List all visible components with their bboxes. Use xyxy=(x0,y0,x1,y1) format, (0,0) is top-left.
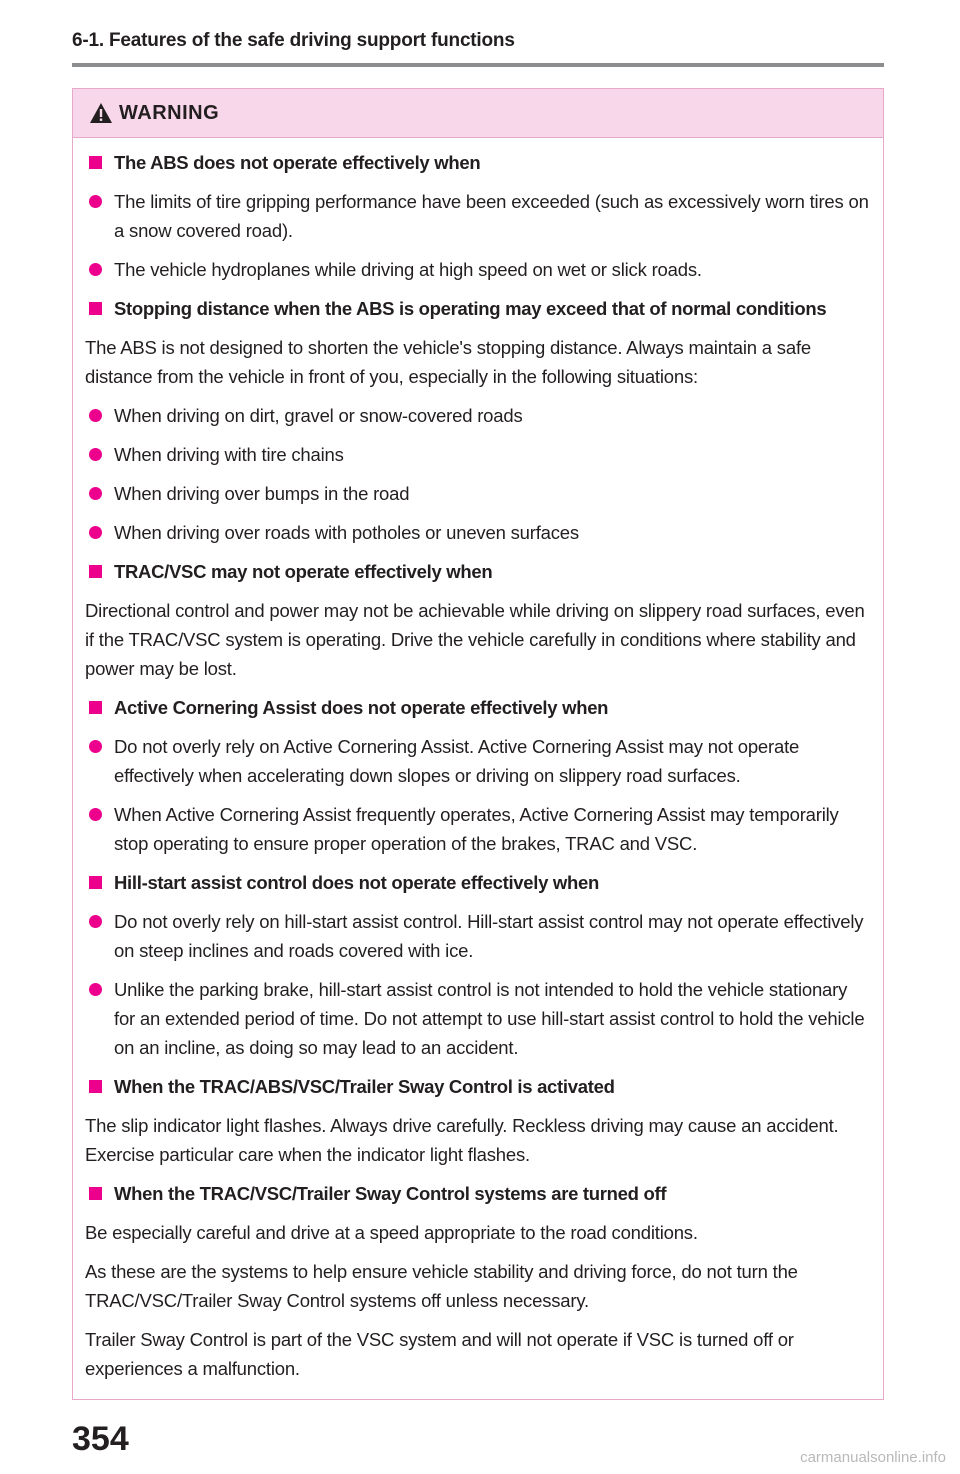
warning-subheading xyxy=(85,868,869,897)
page-number: 354 xyxy=(72,1420,129,1458)
subheading-text: TRAC/VSC may not operate effectively when xyxy=(114,561,493,582)
bullet-item xyxy=(85,401,869,430)
bullet-text: When driving over roads with potholes or uneven surfaces xyxy=(114,522,579,543)
bullet-item xyxy=(85,518,869,547)
square-bullet-icon xyxy=(89,302,102,315)
square-bullet-icon xyxy=(89,701,102,714)
warning-title: WARNING xyxy=(119,101,220,124)
bullet-item xyxy=(85,732,869,790)
subheading-text: Active Cornering Assist does not operate effectively when xyxy=(114,697,609,718)
bullet-item xyxy=(85,255,869,284)
section-title: 6-1. Features of the safe driving support functions xyxy=(72,30,515,51)
paragraph: The slip indicator light flashes. Always drive carefully. Reckless driving may cause an accident. Exercise particular care when the indicator light flashes. xyxy=(85,1115,839,1165)
subheading-text: When the TRAC/ABS/VSC/Trailer Sway Control is activated xyxy=(114,1076,615,1097)
square-bullet-icon xyxy=(89,1187,102,1200)
header-divider xyxy=(72,63,884,67)
circle-bullet-icon xyxy=(89,409,102,422)
circle-bullet-icon xyxy=(89,263,102,276)
circle-bullet-icon xyxy=(89,195,102,208)
bullet-item xyxy=(85,800,869,858)
square-bullet-icon xyxy=(89,156,102,169)
circle-bullet-icon xyxy=(89,915,102,928)
bullet-item xyxy=(85,907,869,965)
circle-bullet-icon xyxy=(89,983,102,996)
bullet-text: Do not overly rely on Active Cornering Assist. Active Cornering Assist may not operate effectively when accelerating down slopes or driving on slippery road surfaces. xyxy=(114,736,800,786)
square-bullet-icon xyxy=(89,1080,102,1093)
paragraph: As these are the systems to help ensure vehicle stability and driving force, do not turn the TRAC/VSC/Trailer Sway Control systems off unless necessary. xyxy=(85,1261,798,1311)
warning-subheading xyxy=(85,1179,869,1208)
square-bullet-icon xyxy=(89,565,102,578)
paragraph: Be especially careful and drive at a speed appropriate to the road conditions. xyxy=(85,1222,698,1243)
watermark: carmanualsonline.info xyxy=(800,1449,946,1466)
bullet-text: When driving with tire chains xyxy=(114,444,344,465)
subheading-text: When the TRAC/VSC/Trailer Sway Control systems are turned off xyxy=(114,1183,667,1204)
warning-subheading xyxy=(85,148,869,177)
warning-subheading xyxy=(85,557,869,586)
bullet-text: When driving over bumps in the road xyxy=(114,483,410,504)
paragraph: Directional control and power may not be achievable while driving on slippery road surfaces, even if the TRAC/VSC system is operating. Drive the vehicle carefully in conditions where stability and power may be lost. xyxy=(85,600,865,679)
bullet-item xyxy=(85,440,869,469)
warning-header xyxy=(73,89,883,138)
bullet-text: The vehicle hydroplanes while driving at high speed on wet or slick roads. xyxy=(114,259,702,280)
bullet-item xyxy=(85,975,869,1062)
bullet-text: The limits of tire gripping performance have been exceeded (such as excessively worn tires on a snow covered road). xyxy=(114,191,869,241)
bullet-item xyxy=(85,187,869,245)
bullet-text: When Active Cornering Assist frequently operates, Active Cornering Assist may temporarily stop operating to ensure proper operation of the brakes, TRAC and VSC. xyxy=(114,804,839,854)
warning-subheading xyxy=(85,693,869,722)
paragraph: The ABS is not designed to shorten the vehicle's stopping distance. Always maintain a safe distance from the vehicle in front of you, especially in the following situations: xyxy=(85,337,811,387)
warning-content xyxy=(73,138,883,1383)
warning-subheading xyxy=(85,294,869,323)
subheading-text: The ABS does not operate effectively when xyxy=(114,152,481,173)
warning-box xyxy=(72,88,884,1400)
subheading-text: Hill-start assist control does not operate effectively when xyxy=(114,872,600,893)
paragraph: Trailer Sway Control is part of the VSC system and will not operate if VSC is turned off or experiences a malfunction. xyxy=(85,1329,794,1379)
bullet-text: When driving on dirt, gravel or snow-covered roads xyxy=(114,405,523,426)
subheading-text: Stopping distance when the ABS is operating may exceed that of normal conditions xyxy=(114,298,827,319)
square-bullet-icon xyxy=(89,876,102,889)
bullet-text: Do not overly rely on hill-start assist control. Hill-start assist control may not operate effectively on steep inclines and roads covered with ice. xyxy=(114,911,864,961)
bullet-item xyxy=(85,479,869,508)
circle-bullet-icon xyxy=(89,448,102,461)
bullet-text: Unlike the parking brake, hill-start assist control is not intended to hold the vehicle stationary for an extended period of time. Do not attempt to use hill-start assist control to hold the vehicle on an incline, as doing so may lead to an accident. xyxy=(114,979,865,1058)
circle-bullet-icon xyxy=(89,526,102,539)
circle-bullet-icon xyxy=(89,740,102,753)
circle-bullet-icon xyxy=(89,808,102,821)
circle-bullet-icon xyxy=(89,487,102,500)
warning-subheading xyxy=(85,1072,869,1101)
warning-triangle-icon xyxy=(89,102,113,124)
